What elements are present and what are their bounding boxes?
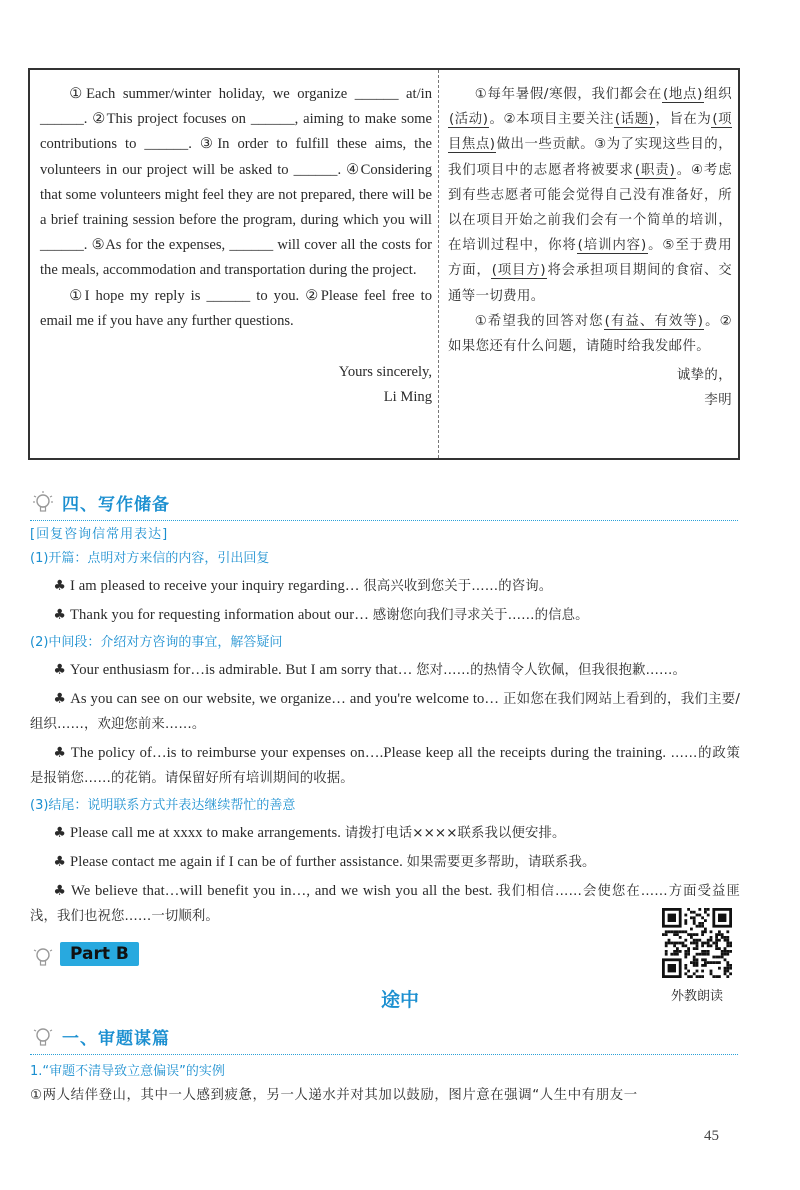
letter-frame xyxy=(28,68,740,460)
letter-cn-paragraph-2 xyxy=(448,309,732,359)
expression-en: The policy of…is to reimburse your expenses on….Please keep all the receipts during the training. xyxy=(70,745,671,761)
page-number: 45 xyxy=(704,1128,719,1144)
expression-en: I am pleased to receive your inquiry regarding… xyxy=(70,578,364,594)
letter-cn-closing: 诚挚的， xyxy=(676,368,732,384)
expression-en: Please contact me again if I can be of further assistance. xyxy=(70,854,407,870)
part-b-label: Part B xyxy=(60,942,139,966)
letter-en-paragraph-2: ①I hope my reply is ______ to you. ②Please feel free to email me if you have any further questions. xyxy=(40,287,432,329)
expression-item xyxy=(30,603,740,628)
underlined-hint: (职责) xyxy=(634,162,676,178)
expression-cn: 正如您在我们网站上看到的，我们主要/组织……，欢迎您前来……。 xyxy=(30,692,741,732)
underlined-hint: (话题) xyxy=(614,112,655,128)
text-segment: 组织 xyxy=(703,87,732,102)
underlined-hint: (有益、有效等) xyxy=(604,313,704,329)
expression-cn: ……的政策是报销您……的花销。请保留好所有培训期间的收据。 xyxy=(30,746,741,786)
text-segment: ，旨在为 xyxy=(655,112,712,128)
underlined-hint: (培训内容) xyxy=(577,238,647,254)
example-title: 1.“审题不清导致立意偏误”的实例 xyxy=(30,1064,225,1079)
expression-en: Please call me at xxxx to make arrangements. xyxy=(70,825,345,841)
items-middle xyxy=(30,658,740,791)
expression-en: Your enthusiasm for…is admirable. But I am sorry that… xyxy=(70,662,417,678)
expression-item xyxy=(30,741,740,791)
section-title: 四、写作储备 xyxy=(62,495,170,515)
lightbulb-icon xyxy=(32,490,54,516)
expression-cn: 很高兴收到您关于……的咨询。 xyxy=(363,579,553,594)
expression-item xyxy=(30,850,740,875)
text-segment: 将会承担项目期间的食宿、交通等一切费用。 xyxy=(448,263,733,304)
club-icon: ♣ xyxy=(53,691,67,707)
column-divider xyxy=(438,70,439,458)
text-segment: 。②本项目主要关注 xyxy=(489,112,614,128)
subheading-middle: (2)中间段：介绍对方咨询的事宜，解答疑问 xyxy=(30,635,283,650)
letter-chinese-column xyxy=(448,82,732,414)
writing-reserve-content xyxy=(30,524,740,933)
letter-cn-name: 李明 xyxy=(704,393,732,409)
text-segment: ①每年暑假/寒假，我们都会在 xyxy=(474,87,662,102)
letter-en-closing: Yours sincerely, xyxy=(338,364,432,381)
example-text: ①两人结伴登山，其中一人感到疲惫，另一人递水并对其加以鼓励，图片意在强调“人生中有朋友一 xyxy=(30,1088,638,1103)
expression-en: Thank you for requesting information about our… xyxy=(70,607,373,623)
part-b-header xyxy=(30,940,738,974)
lightbulb-icon xyxy=(32,1024,54,1050)
underlined-hint: (项目焦点) xyxy=(448,112,732,153)
letter-cn-paragraph-1 xyxy=(448,82,732,309)
qr-label: 外教朗读 xyxy=(670,989,723,1004)
expression-cn: 我们相信……会使您在……方面受益匪浅，我们也祝您……一切顺利。 xyxy=(30,884,741,924)
items-opening xyxy=(30,574,740,628)
section-header-review xyxy=(30,1020,738,1055)
club-icon: ♣ xyxy=(53,578,67,594)
expression-item xyxy=(30,821,740,846)
review-content xyxy=(30,1060,740,1108)
underlined-hint: (项目方) xyxy=(491,263,547,279)
expression-cn: 请拨打电话××××联系我以便安排。 xyxy=(344,826,566,841)
letter-en-name: Li Ming xyxy=(383,389,432,406)
expression-en: We believe that…will benefit you in…, and we wish you all the best. xyxy=(70,883,498,899)
expression-cn: 感谢您向我们寻求关于……的信息。 xyxy=(372,608,589,623)
expression-item xyxy=(30,879,740,929)
underlined-hint: (活动) xyxy=(449,112,489,128)
expression-cn: 如果需要更多帮助，请联系我。 xyxy=(406,855,596,870)
expression-item xyxy=(30,687,740,737)
text-segment: 做出一些贡献。③为了实现这些目的，我们项目中的志愿者将被要求 xyxy=(448,137,732,178)
expression-cn: 您对……的热情令人钦佩，但我很抱歉……。 xyxy=(416,663,686,678)
text-segment: 。②如果您还有什么问题，请随时给我发邮件。 xyxy=(448,313,732,355)
center-title: 途中 xyxy=(380,989,419,1011)
section-header-writing-reserve xyxy=(30,486,738,521)
underlined-hint: (地点) xyxy=(663,87,703,102)
expression-item xyxy=(30,658,740,683)
text-segment: 。④考虑到有些志愿者可能会觉得自己没有准备好，所以在项目开始之前我们会有一个简单的培训，在培训过程中，你将 xyxy=(448,162,732,254)
expression-item xyxy=(30,574,740,599)
subheading-ending: (3)结尾：说明联系方式并表达继续帮忙的善意 xyxy=(30,798,296,813)
club-icon: ♣ xyxy=(53,883,67,899)
items-ending xyxy=(30,821,740,929)
subheading-opening: (1)开篇：点明对方来信的内容，引出回复 xyxy=(30,551,270,566)
text-segment: ①希望我的回答对您 xyxy=(474,313,604,329)
letter-english-column xyxy=(40,82,432,410)
club-icon: ♣ xyxy=(53,825,67,841)
club-icon: ♣ xyxy=(53,662,67,678)
club-icon: ♣ xyxy=(53,854,67,870)
expression-en: As you can see on our website, we organize… and you're welcome to… xyxy=(70,691,504,707)
club-icon: ♣ xyxy=(53,745,67,761)
letter-en-paragraph-1: ①Each summer/winter holiday, we organize ______ at/in ______. ②This project focuses on ______, aiming to make some contributions to ______. ③In order to fulfill these aims, the volunteers in our project will be asked to ______. ④Considering that some volunteers might feel they are not prepared, there will be a brief training session before the program, during which you will ______. ⑤As for the expenses, ______ will cover all the costs for the meals, accommodation and transportation during the project. xyxy=(40,86,432,279)
expression-tag: [回复咨询信常用表达] xyxy=(30,527,169,542)
club-icon: ♣ xyxy=(53,607,67,623)
section-title: 一、审题谋篇 xyxy=(62,1029,170,1049)
lightbulb-icon xyxy=(32,944,54,970)
text-segment: 。⑤至于费用方面， xyxy=(448,238,732,279)
